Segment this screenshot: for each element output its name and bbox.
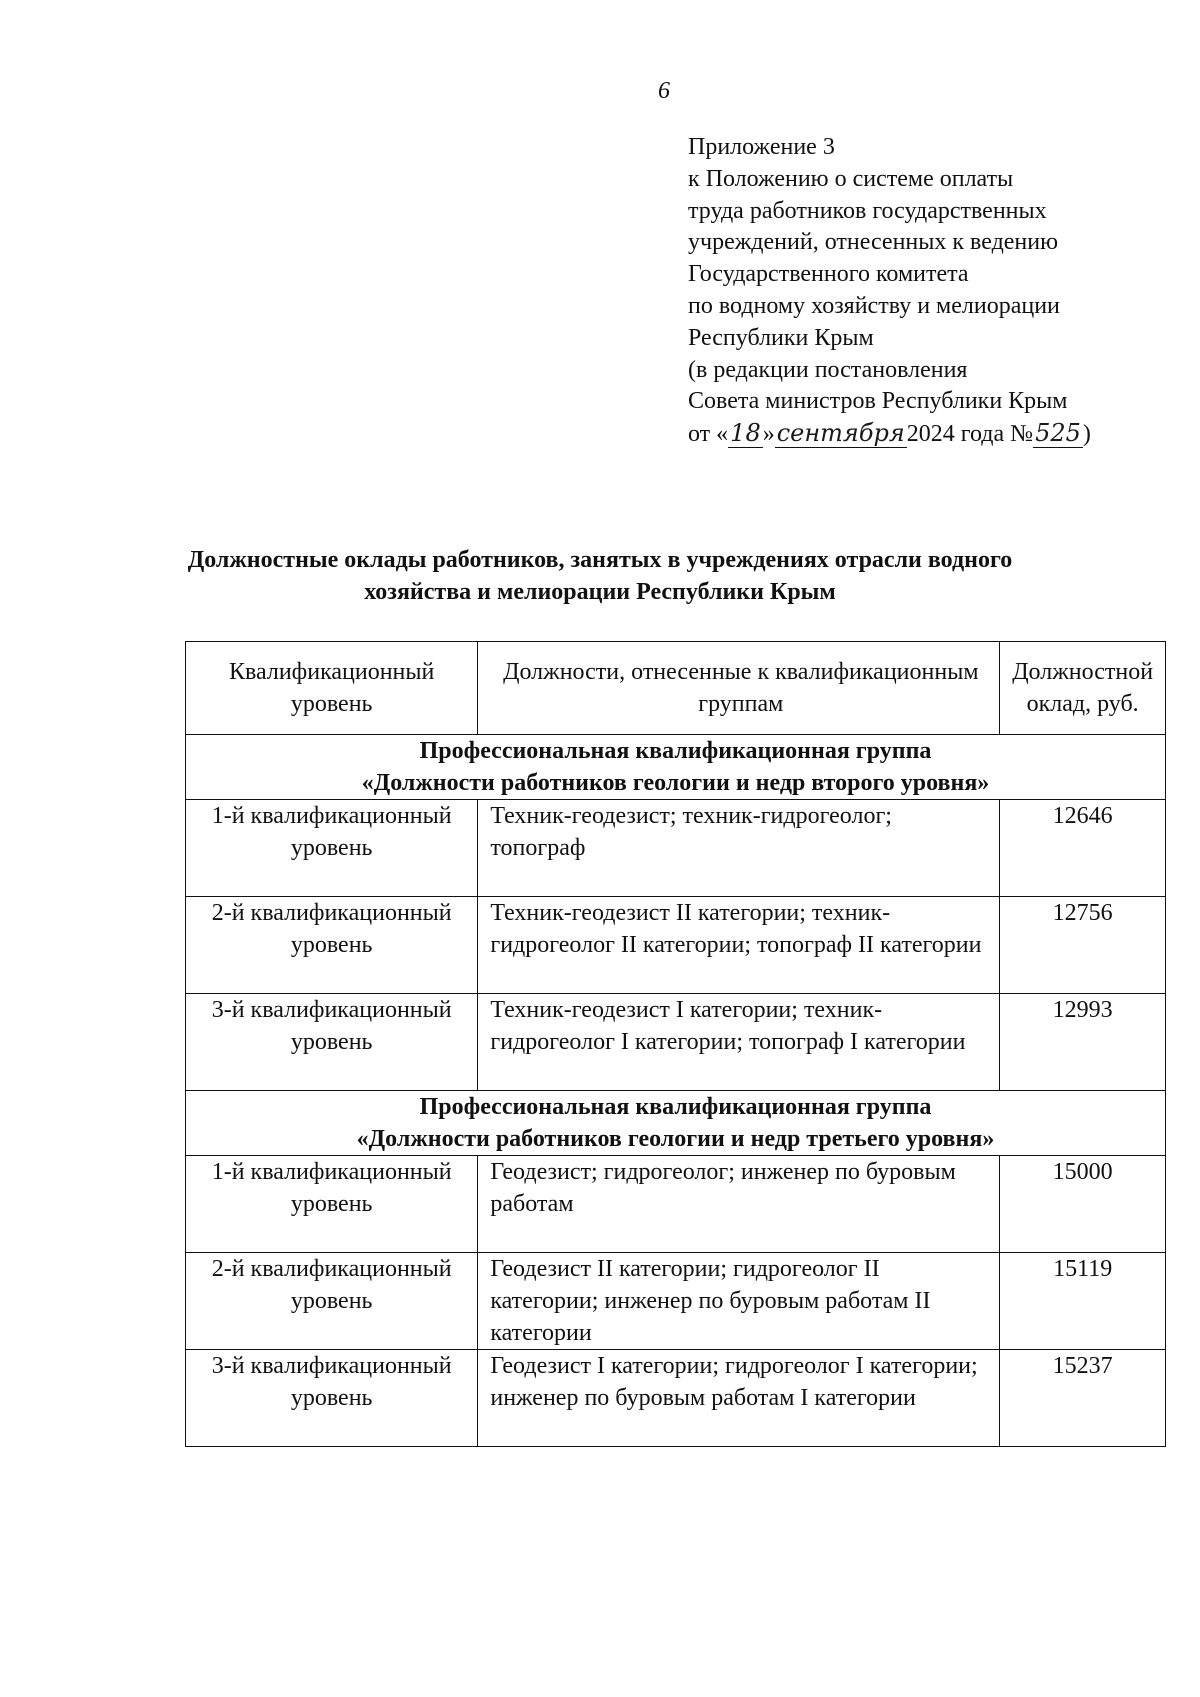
group-title-line: «Должности работников геологии и недр второго уровня»	[361, 770, 990, 796]
cell-positions: Геодезист II категории; гидрогеолог II категории; инженер по буровым работам II категории	[478, 1253, 1000, 1350]
appendix-line: Республики Крым	[688, 324, 874, 351]
page-number: 6	[658, 78, 670, 104]
table-header-row	[186, 642, 1166, 735]
heading-line: Должностные оклады работников, занятых в учреждениях отрасли водного	[187, 547, 1013, 573]
cell-positions: Техник-геодезист I категории; техник-гидрогеолог I категории; топограф I категории	[478, 994, 1000, 1091]
appendix-line: по водному хозяйству и мелиорации	[688, 292, 1060, 319]
group-title	[186, 735, 1166, 800]
date-prefix: от «	[688, 421, 729, 448]
year-text: 2024 года №	[906, 421, 1034, 448]
group-title-line: «Должности работников геологии и недр третьего уровня»	[356, 1126, 995, 1152]
cell-positions: Техник-геодезист II категории; техник-гидрогеолог II категории; топограф II категории	[478, 897, 1000, 994]
cell-level: 3-й квалификационный уровень	[186, 994, 478, 1091]
cell-salary: 12646	[1000, 800, 1166, 897]
group-title-line: Профессиональная квалификационная группа	[419, 738, 932, 764]
appendix-line: учреждений, отнесенных к ведению	[688, 229, 1059, 256]
cell-salary: 12993	[1000, 994, 1166, 1091]
cell-positions: Техник-геодезист; техник-гидрогеолог; топограф	[478, 800, 1000, 897]
table-row	[186, 897, 1166, 994]
table-row	[186, 800, 1166, 897]
cell-positions: Геодезист; гидрогеолог; инженер по буровым работам	[478, 1156, 1000, 1253]
document-heading	[160, 544, 1040, 608]
salary-table	[185, 641, 1166, 1447]
appendix-line: труда работников государственных	[688, 197, 1047, 224]
cell-salary: 15119	[1000, 1253, 1166, 1350]
handwritten-day: 18	[730, 419, 761, 448]
cell-level: 1-й квалификационный уровень	[186, 800, 478, 897]
cell-level: 1-й квалификационный уровень	[186, 1156, 478, 1253]
day-suffix: »	[762, 421, 775, 448]
handwritten-number: 525	[1035, 419, 1081, 448]
heading-line: хозяйства и мелиорации Республики Крым	[364, 579, 836, 605]
group-row	[186, 735, 1166, 800]
header-salary: Должностной оклад, руб.	[1000, 642, 1166, 735]
appendix-line: Государственного комитета	[688, 261, 969, 288]
header-level: Квалификационный уровень	[186, 642, 478, 735]
table-row	[186, 994, 1166, 1091]
table-row	[186, 1156, 1166, 1253]
cell-positions: Геодезист I категории; гидрогеолог I категории; инженер по буровым работам I категории	[478, 1350, 1000, 1447]
cell-salary: 12756	[1000, 897, 1166, 994]
appendix-line: к Положению о системе оплаты	[688, 165, 1014, 192]
appendix-line: (в редакции постановления	[688, 356, 968, 383]
cell-salary: 15237	[1000, 1350, 1166, 1447]
header-positions: Должности, отнесенные к квалификационным группам	[478, 642, 1000, 735]
cell-level: 3-й квалификационный уровень	[186, 1350, 478, 1447]
appendix-block	[688, 132, 1188, 451]
group-title-line: Профессиональная квалификационная группа	[419, 1094, 932, 1120]
appendix-date-line	[688, 418, 1188, 451]
appendix-line: Приложение 3	[688, 134, 835, 160]
cell-level: 2-й квалификационный уровень	[186, 1253, 478, 1350]
table-row	[186, 1253, 1166, 1350]
cell-level: 2-й квалификационный уровень	[186, 897, 478, 994]
group-row	[186, 1091, 1166, 1156]
table-row	[186, 1350, 1166, 1447]
group-title	[186, 1091, 1166, 1156]
cell-salary: 15000	[1000, 1156, 1166, 1253]
closing-paren: )	[1082, 421, 1091, 448]
appendix-line: Совета министров Республики Крым	[688, 388, 1068, 415]
handwritten-month: сентября	[776, 419, 905, 448]
